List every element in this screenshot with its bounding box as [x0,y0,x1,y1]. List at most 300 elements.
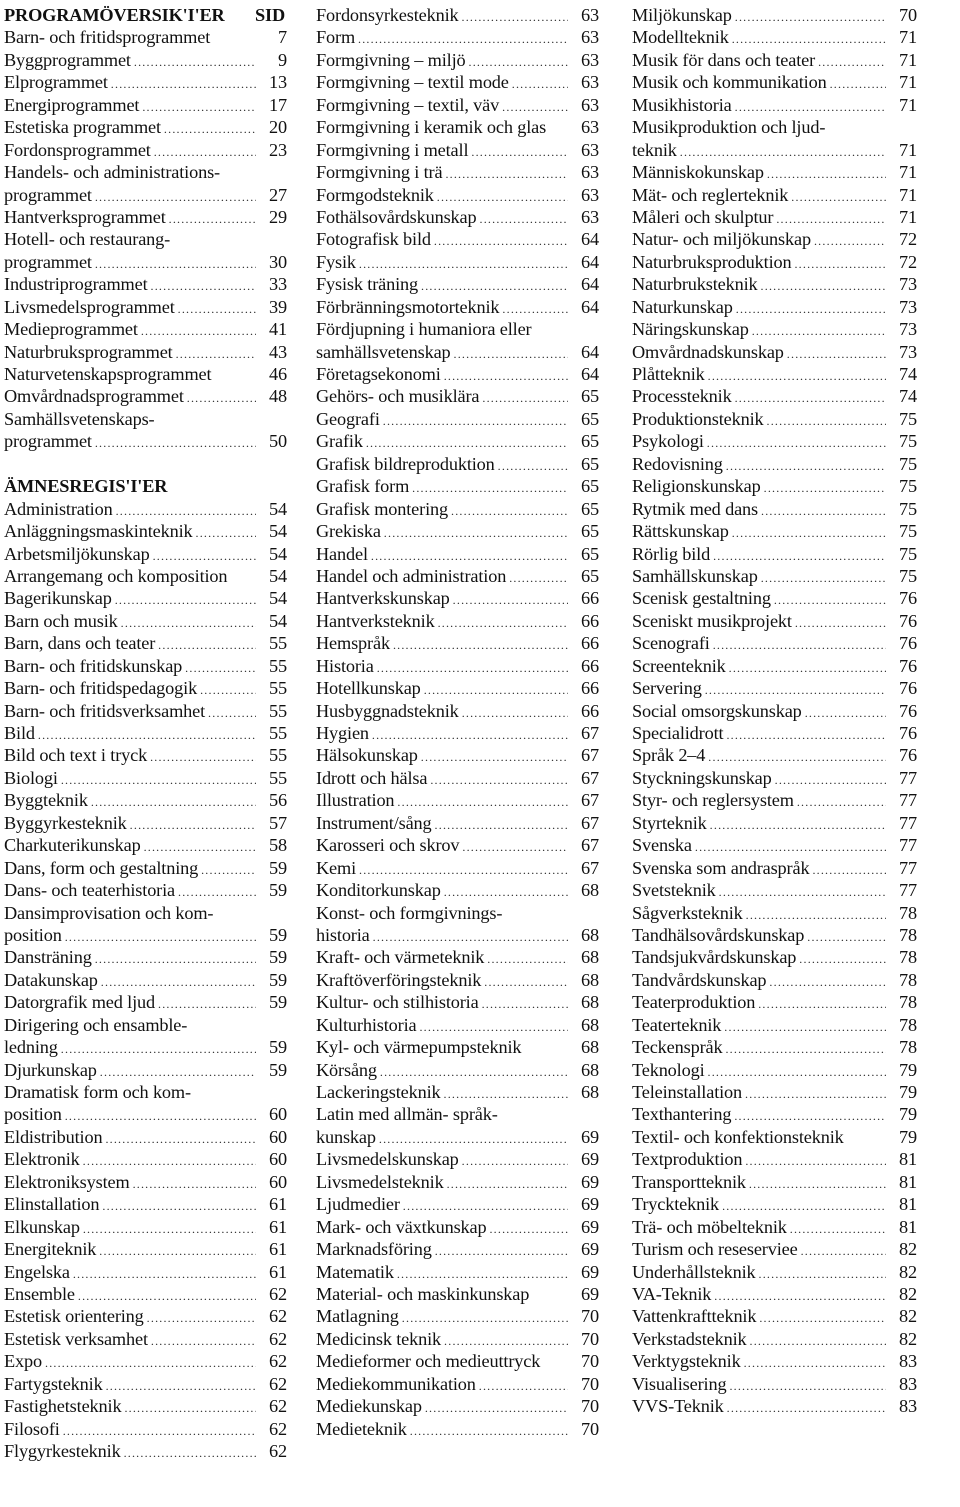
dot-leader [133,1173,256,1195]
page-number: 65 [581,453,599,474]
entry-title: Teknologi [632,1059,705,1080]
page-number: 65 [581,543,599,564]
section-heading [4,4,287,26]
index-entry-continued [4,228,287,250]
dot-leader [745,1083,886,1105]
page-number: 76 [899,678,917,699]
entry-title: Texthantering [632,1104,732,1125]
entry-title: Mark- och växtkunskap [316,1216,487,1237]
dot-leader [83,1150,256,1172]
page-number: 82 [899,1328,917,1349]
index-entry [632,1059,917,1081]
entry-title: Mät- och reglerteknik [632,184,789,205]
entry-title: Kraftöverföringsteknik [316,969,482,990]
entry-title: Naturvetenskapsprogrammet [4,364,212,384]
index-entry [632,1148,917,1170]
dot-leader [761,567,886,589]
entry-title: Teckenspråk [632,1037,723,1058]
dot-leader [736,298,886,320]
page-number: 66 [581,588,599,609]
index-entry [4,1036,287,1058]
dot-leader [502,298,568,320]
page-number: 79 [899,1059,917,1080]
entry-title: Datakunskap [4,969,98,990]
entry-title: Turism och reseserviee [632,1239,798,1260]
dot-leader [724,1016,886,1038]
entry-title: Psykologi [632,431,704,452]
index-entry [632,1261,917,1283]
entry-title: Måleri och skulptur [632,206,774,227]
index-entry [316,946,599,968]
dot-leader [764,477,886,499]
entry-title: Eldistribution [4,1126,103,1147]
entry-title: Barn, dans och teater [4,633,156,654]
entry-title: Industriprogrammet [4,274,148,295]
index-entry [632,408,917,430]
page-number: 67 [581,790,599,811]
index-entry [4,1261,287,1283]
dot-leader [708,1061,886,1083]
entry-title: Arbetsmiljökunskap [4,543,150,564]
entry-title: Omvårdnadsprogrammet [4,386,184,407]
entry-title: Charkuterikunskap [4,835,141,856]
dot-leader [805,702,886,724]
entry-title: Verktygsteknik [632,1351,741,1372]
page-number: 73 [899,319,917,340]
index-entry [632,453,917,475]
page-number: 81 [899,1171,917,1192]
dot-leader [830,73,886,95]
entry-title: Medieteknik [316,1418,407,1439]
entry-title: Elektroniksystem [4,1171,130,1192]
index-entry [316,520,599,542]
page-number: 69 [581,1171,599,1192]
index-entry [4,857,287,879]
index-entry [316,1059,599,1081]
index-entry [632,610,917,632]
dot-leader [158,634,256,656]
index-entry [316,1036,599,1058]
dot-leader [462,702,568,724]
page-number: 59 [269,924,287,945]
page-number: 83 [899,1373,917,1394]
page-number: 39 [269,296,287,317]
index-entry [632,1328,917,1350]
page-number: 72 [899,251,917,272]
entry-title: Sceniskt musikprojekt [632,610,792,631]
index-entry [4,812,287,834]
index-entry [4,789,287,811]
page-number: 63 [581,94,599,115]
dot-leader [794,253,886,275]
page-number: 78 [899,947,917,968]
index-entry [632,139,917,161]
entry-title: Verkstadsteknik [632,1328,747,1349]
dot-leader [151,1330,256,1352]
index-entry [4,543,287,565]
page-number: 68 [581,1037,599,1058]
index-entry [4,1193,287,1215]
index-entry [4,251,287,273]
index-entry [316,543,599,565]
page-number: 64 [581,274,599,295]
index-entry [4,1373,287,1395]
index-entry [632,1216,917,1238]
entry-title: Servering [632,678,702,699]
page-number: 64 [581,364,599,384]
dot-leader [462,1150,568,1172]
index-entry [4,1418,287,1440]
entry-title: programmet [4,431,92,452]
dot-leader [438,612,568,634]
page-number: 50 [269,431,287,452]
page-number: 55 [269,633,287,654]
index-entry [4,1171,287,1193]
page-number: 77 [899,857,917,878]
dot-leader [482,387,568,409]
entry-title: Biologi [4,767,58,788]
index-entry [632,363,917,385]
dot-leader [150,746,256,768]
page-number: 71 [899,72,917,93]
entry-title: Ensemble [4,1283,75,1304]
index-entry [316,655,599,677]
page-number: 62 [269,1328,287,1349]
entry-title: Estetiska programmet [4,117,161,138]
entry-title: Datorgrafik med ljud [4,992,155,1013]
entry-title: Matematik [316,1261,394,1282]
page-number: 63 [581,5,599,25]
dot-leader [454,343,568,365]
entry-title: Miljökunskap [632,5,732,25]
entry-title: Tandhälsovårdskunskap [632,924,805,945]
dot-leader [482,993,568,1015]
dot-leader [151,275,256,297]
index-entry [316,206,599,228]
index-entry [632,26,917,48]
dot-leader [725,1038,886,1060]
index-entry [632,385,917,407]
entry-title: Administration [4,498,113,519]
index-entry [4,71,287,93]
index-entry [632,789,917,811]
index-entry [316,610,599,632]
dot-leader [111,73,256,95]
entry-title: Dansträning [4,947,92,968]
index-entry [4,1440,287,1462]
dot-leader [714,1285,886,1307]
dot-leader [727,1397,886,1419]
index-entry [4,385,287,407]
dot-leader [176,343,256,365]
index-entry [316,228,599,250]
page-number: 54 [269,521,287,542]
index-entry [316,363,599,385]
index-entry [4,1103,287,1125]
entry-title: Vattenkraftteknik [632,1306,757,1327]
index-entry [316,430,599,452]
dot-leader [801,1240,886,1262]
entry-title: Naturbruksprogrammet [4,341,173,362]
index-entry [4,296,287,318]
index-entry [316,969,599,991]
page-number: 75 [899,543,917,564]
index-entry [632,1036,917,1058]
dot-leader [710,814,886,836]
index-entry [4,520,287,542]
dot-leader [366,432,568,454]
page-number: 68 [581,992,599,1013]
page-number: 63 [581,49,599,70]
entry-title: Naturbruksteknik [632,274,758,295]
entry-title: Elkunskap [4,1216,80,1237]
page-number: 65 [581,498,599,519]
index-entry [632,1081,917,1103]
page-number: 70 [581,1418,599,1439]
entry-title: Medicinsk teknik [316,1328,442,1349]
dot-leader [403,1195,568,1217]
dot-leader [178,298,256,320]
entry-title: Kulturhistoria [316,1014,417,1035]
dot-leader [722,1195,886,1217]
page-number: 54 [269,498,287,519]
page-number: 83 [899,1351,917,1372]
dot-leader [744,1352,886,1374]
page-number: 56 [269,790,287,811]
index-entry [4,991,287,1013]
entry-title: VVS-Teknik [632,1396,724,1417]
dot-leader [185,657,256,679]
entry-title: Barn- och fritidsverksamhet [4,700,206,721]
page-number: 65 [581,476,599,497]
dot-leader [795,612,886,634]
index-entry [632,475,917,497]
dot-leader [719,881,886,903]
index-entry [632,1238,917,1260]
page-number: 73 [899,341,917,362]
dot-leader [708,365,886,387]
index-entry [316,879,599,901]
entry-title: Processteknik [632,386,732,407]
index-entry [632,969,917,991]
entry-title: Fotografisk bild [316,229,431,250]
page-number: 67 [581,857,599,878]
entry-title: Arrangemang och komposition [4,565,228,586]
index-entry [316,1171,599,1193]
index-entry [4,722,287,744]
page-number: 74 [899,386,917,407]
page-number: 70 [581,1328,599,1349]
entry-title: Kyl- och värmepumpsteknik [316,1037,522,1058]
index-entry [632,744,917,766]
index-entry [632,1350,917,1372]
page-number: 65 [581,408,599,429]
dot-leader [749,1173,886,1195]
entry-title: Svetsteknik [632,880,716,901]
entry-title: Handel [316,543,368,564]
index-entry [4,1238,287,1260]
entry-title: Historia [316,655,374,676]
page-number: 71 [899,49,917,70]
page-number: 62 [269,1283,287,1304]
dot-leader [201,859,256,881]
dot-leader [169,208,256,230]
index-entry [316,924,599,946]
dot-leader [509,567,568,589]
entry-title: Barn- och fritidsprogrammet [4,27,211,48]
index-entry [4,632,287,654]
page-number: 20 [269,117,287,138]
dot-leader [735,387,886,409]
index-entry [632,834,917,856]
entry-title: Latin med allmän- språk- [316,1104,498,1125]
index-entry [632,902,917,924]
page-number: 63 [581,206,599,227]
page-number: 71 [899,94,917,115]
index-entry [316,296,599,318]
dot-leader [435,814,568,836]
entry-title: Djurkunskap [4,1059,97,1080]
index-entry [4,1328,287,1350]
dot-leader [758,993,886,1015]
index-column-middle [316,4,599,1440]
dot-leader [45,1352,256,1374]
page-number: 76 [899,655,917,676]
dot-leader [502,96,568,118]
entry-title: Handels- och administrations- [4,162,220,183]
index-entry [632,94,917,116]
page-number: 69 [581,1216,599,1237]
dot-leader [761,275,886,297]
index-entry [4,139,287,161]
dot-leader [752,320,886,342]
entry-title: Matlagning [316,1306,399,1327]
entry-title: Barn- och fritidspedagogik [4,678,198,699]
dot-leader [102,1195,256,1217]
page-number: 71 [899,206,917,227]
entry-title: Styckningskunskap [632,767,772,788]
dot-leader [421,275,568,297]
index-entry [632,857,917,879]
dot-leader [818,51,886,73]
index-entry [632,1395,917,1417]
index-entry [4,26,287,48]
entry-title: position [4,924,62,945]
page-number: 41 [269,319,287,340]
index-entry [316,498,599,520]
page-number: 29 [269,206,287,227]
entry-title: Byggyrkesteknik [4,812,127,833]
dot-leader [444,365,568,387]
page-number: 64 [581,251,599,272]
page-number: 79 [899,1126,917,1147]
page-number: 54 [269,543,287,564]
index-entry-continued [4,1081,287,1103]
page-number: 65 [581,521,599,542]
entry-title: Material- och maskinkunskap [316,1283,530,1304]
entry-title: Fysik [316,251,356,272]
page-number: 59 [269,969,287,990]
index-entry [632,1373,917,1395]
dot-leader [384,522,568,544]
dot-leader [158,993,256,1015]
dot-leader [154,141,256,163]
index-entry-continued [316,902,599,924]
dot-leader [708,746,886,768]
dot-leader [471,141,568,163]
index-entry [4,1350,287,1372]
index-entry [316,184,599,206]
page-number: 68 [581,880,599,901]
entry-title: Konst- och formgivnings- [316,902,503,923]
page-number: 61 [269,1216,287,1237]
index-entry [632,341,917,363]
section-heading-text: ÄMNESREGIS'I'ER [4,476,168,497]
page-number: 46 [269,364,287,384]
page-number: 62 [269,1441,287,1461]
page-number: 78 [899,1014,917,1035]
index-entry [4,1395,287,1417]
page-number: 76 [899,588,917,609]
entry-title: Social omsorgskunskap [632,700,802,721]
page-number: 71 [899,184,917,205]
dot-leader [759,1263,886,1285]
entry-title: Gehörs- och musiklära [316,386,480,407]
index-entry [316,1418,599,1440]
page-number: 68 [581,1014,599,1035]
entry-title: Redovisning [632,453,723,474]
dot-leader [410,1420,568,1442]
index-entry [4,1305,287,1327]
page-number: 66 [581,700,599,721]
entry-title: Estetisk orientering [4,1306,144,1327]
entry-title: Språk 2–4 [632,745,706,766]
entry-title: Rättskunskap [632,521,729,542]
dot-leader [695,836,886,858]
entry-title: Natur- och miljökunskap [632,229,811,250]
entry-title: Illustration [316,790,395,811]
page-number: 30 [269,251,287,272]
page-number: 68 [581,924,599,945]
entry-title: Formgodsteknik [316,184,434,205]
page-number: 64 [581,341,599,362]
entry-title: Körsång [316,1059,377,1080]
index-entry [632,273,917,295]
index-entry [316,408,599,430]
dot-leader [774,589,886,611]
dot-leader [371,545,568,567]
index-entry [316,1014,599,1036]
dot-leader [445,163,568,185]
dot-leader [124,1442,256,1464]
page-number: 69 [581,1283,599,1304]
entry-title: Teaterproduktion [632,992,756,1013]
entry-title: Sågverksteknik [632,902,743,923]
index-entry [632,71,917,93]
entry-title: Ljudmedier [316,1194,400,1215]
index-entry [4,430,287,452]
dot-leader [124,1397,256,1419]
index-entry [632,1126,917,1148]
index-entry [4,49,287,71]
dot-leader [453,589,568,611]
index-entry [632,812,917,834]
page-number: 57 [269,812,287,833]
entry-title: Scenisk gestaltning [632,588,771,609]
page-number: 55 [269,678,287,699]
page-number: 65 [581,565,599,586]
dot-leader [437,186,568,208]
